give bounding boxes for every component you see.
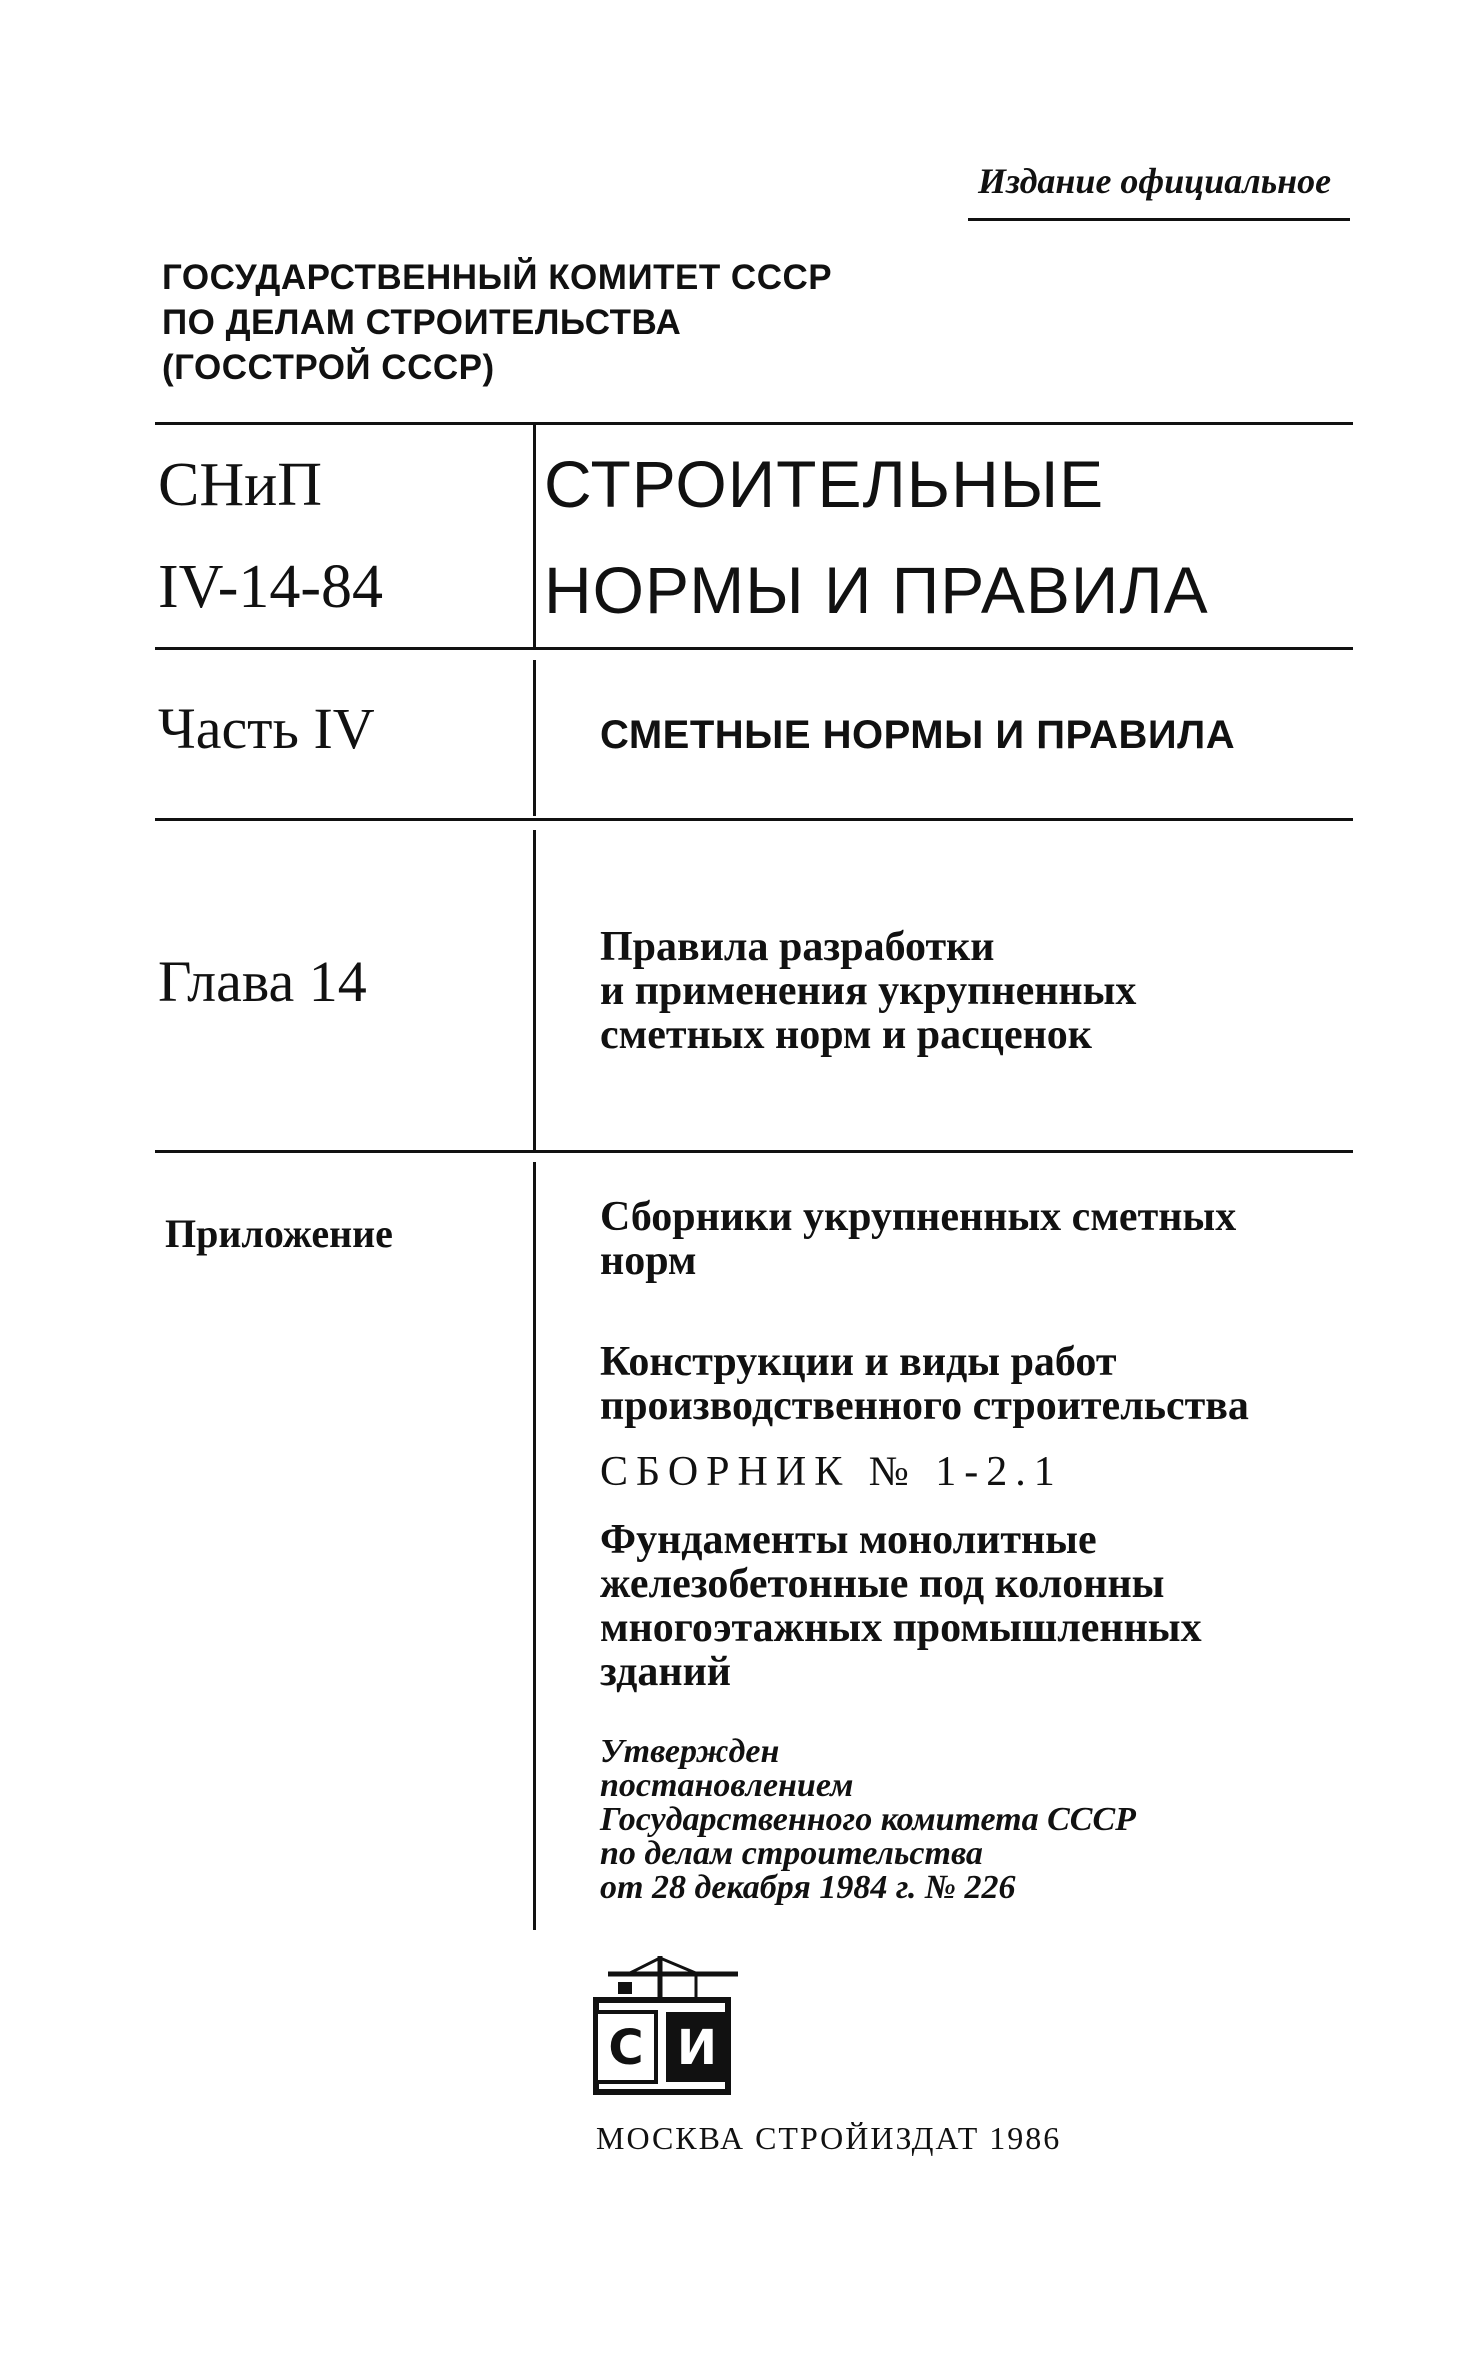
chapter-title-line-2: и применения укрупненных: [600, 968, 1137, 1014]
collection-title-line-2: норм: [600, 1238, 697, 1284]
document-code-line-1: СНиП: [158, 451, 323, 519]
column-divider-2: [533, 660, 536, 816]
publisher-imprint: МОСКВА СТРОЙИЗДАТ 1986: [596, 2120, 1062, 2156]
works-title-line-1: Конструкции и виды работ: [600, 1339, 1117, 1385]
edition-label: Издание официальное: [978, 161, 1332, 201]
edition-underline: [968, 218, 1350, 221]
collection-title: [600, 1195, 1236, 1283]
appendix-label: Приложение: [165, 1211, 393, 1256]
organization-header: [162, 255, 832, 390]
rule-top: [155, 422, 1353, 425]
subject-title-line-2: железобетонные под колонны: [600, 1561, 1165, 1607]
collection-title-line-1: Сборники укрупненных сметных: [600, 1194, 1237, 1240]
column-divider-4: [533, 1162, 536, 1930]
publisher-logo-icon: [588, 1952, 758, 2102]
chapter-title: [600, 925, 1136, 1057]
approval-note: [600, 1735, 1136, 1905]
approval-line-5: от 28 декабря 1984 г. № 226: [600, 1869, 1016, 1906]
subject-title-line-1: Фундаменты монолитные: [600, 1517, 1097, 1563]
chapter-title-line-3: сметных норм и расценок: [600, 1012, 1092, 1058]
part-title: СМЕТНЫЕ НОРМЫ И ПРАВИЛА: [600, 713, 1236, 757]
chapter-label: Глава 14: [158, 949, 367, 1014]
sbornik-number: СБОРНИК № 1-2.1: [600, 1449, 1063, 1495]
subject-title-line-4: зданий: [600, 1649, 731, 1695]
rule-after-chapter: [155, 1150, 1353, 1153]
approval-line-4: по делам строительства: [600, 1835, 983, 1872]
rule-after-title: [155, 647, 1353, 650]
approval-line-3: Государственного комитета СССР: [600, 1801, 1136, 1838]
org-line-2: ПО ДЕЛАМ СТРОИТЕЛЬСТВА: [162, 303, 682, 342]
document-code-line-2: IV-14-84: [158, 553, 384, 621]
org-line-1: ГОСУДАРСТВЕННЫЙ КОМИТЕТ СССР: [162, 258, 833, 297]
column-divider-3: [533, 830, 536, 1150]
works-title: [600, 1340, 1249, 1428]
rule-after-part: [155, 818, 1353, 821]
subject-title: [600, 1518, 1202, 1694]
approval-line-2: постановлением: [600, 1767, 854, 1804]
logo-letter-i: И: [676, 2020, 718, 2076]
chapter-title-line-1: Правила разработки: [600, 924, 995, 970]
subject-title-line-3: многоэтажных промышленных: [600, 1605, 1202, 1651]
org-line-3: (ГОССТРОЙ СССР): [162, 348, 495, 387]
column-divider-1: [533, 424, 536, 648]
part-label: Часть IV: [158, 696, 375, 761]
works-title-line-2: производственного строительства: [600, 1383, 1249, 1429]
document-title-line-1: СТРОИТЕЛЬНЫЕ: [544, 447, 1105, 521]
approval-line-1: Утвержден: [600, 1733, 780, 1770]
logo-letter-s: С: [608, 2020, 644, 2076]
document-title-line-2: НОРМЫ И ПРАВИЛА: [544, 553, 1209, 627]
